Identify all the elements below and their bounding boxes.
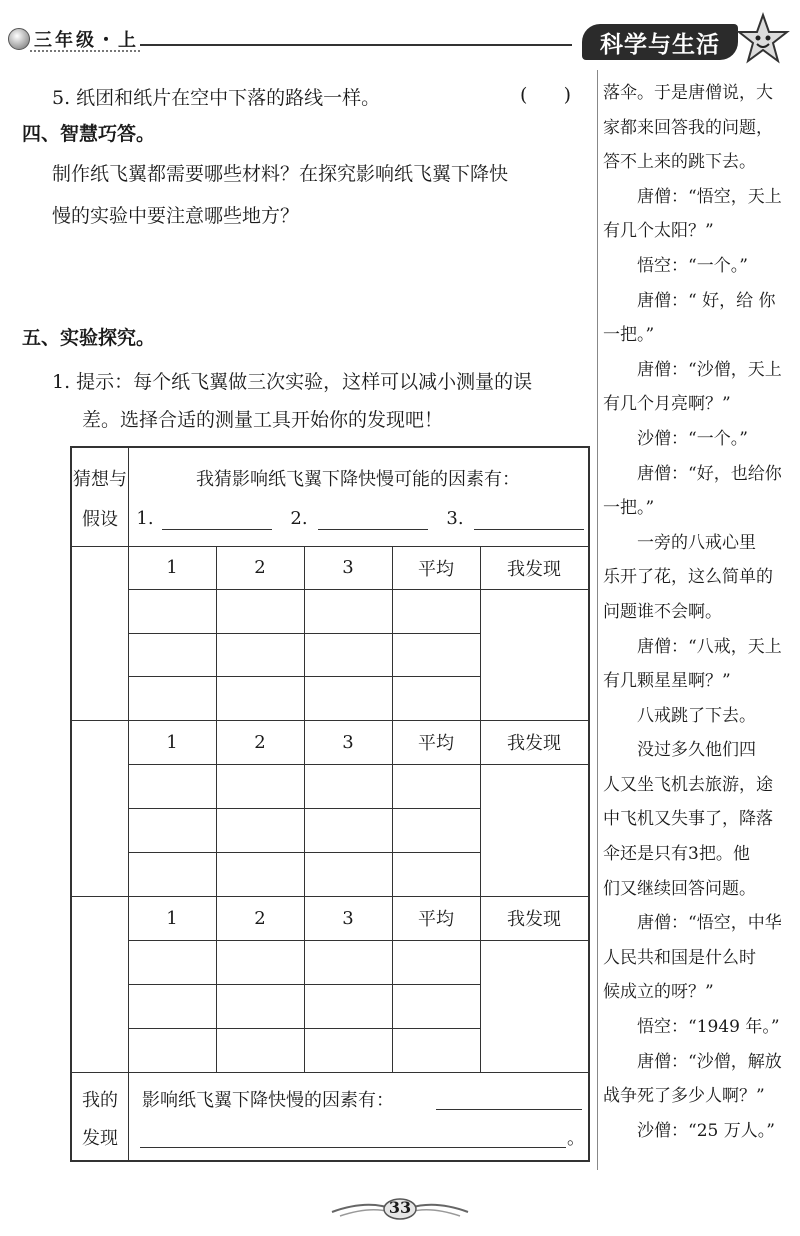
question-5: 5. 纸团和纸片在空中下落的路线一样。 <box>52 87 381 109</box>
story-line: 唐僧：“八戒，天上 <box>637 636 782 657</box>
story-line: 答不上来的跳下去。 <box>603 152 756 173</box>
story-line: 乐开了花，这么简单的 <box>603 567 773 588</box>
hypothesis-label-2: 假设 <box>82 509 118 530</box>
story-line: 唐僧：“悟空，天上 <box>637 186 782 207</box>
g2-col-1: 1 <box>166 731 178 753</box>
g3-col-3: 3 <box>342 907 354 929</box>
story-line: 候成立的呀？” <box>603 982 714 1003</box>
story-line: 唐僧：“ 好，给 你 <box>637 290 776 311</box>
story-line: 唐僧：“好，也给你 <box>637 463 782 484</box>
finding-blank-2[interactable] <box>140 1126 566 1148</box>
g3-col-average: 平均 <box>418 909 454 930</box>
story-line: 战争死了多少人啊？” <box>603 1086 765 1107</box>
hypothesis-num-3: 3. <box>446 507 464 529</box>
story-line: 人又坐飞机去旅游，途 <box>603 774 773 795</box>
story-line: 有几个月亮啊？” <box>603 394 731 415</box>
story-line: 沙僧：“一个。” <box>637 428 748 449</box>
story-line: 一把。” <box>603 498 655 519</box>
header-rule <box>140 44 572 46</box>
side-story <box>603 76 793 1148</box>
story-line: 一旁的八戒心里 <box>637 532 756 553</box>
section-4-line-2: 慢的实验中要注意哪些地方？ <box>52 205 300 227</box>
hypothesis-blank-2[interactable] <box>318 508 428 530</box>
finding-label-1: 我的 <box>82 1090 118 1111</box>
section-5-line-2: 差。选择合适的测量工具开始你的发现吧！ <box>82 409 444 431</box>
section-5-line-1: 1. 提示：每个纸飞翼做三次实验，这样可以减小测量的误 <box>52 371 533 393</box>
g3-col-2: 2 <box>254 907 266 929</box>
answer-parentheses[interactable]: ( ) <box>520 84 572 106</box>
story-line: 家都来回答我的问题， <box>603 117 773 138</box>
finding-end-mark: 。 <box>567 1128 585 1149</box>
story-line: 中飞机又失事了，降落 <box>603 809 773 830</box>
story-line: 人民共和国是什么时 <box>603 947 756 968</box>
story-line: 唐僧：“悟空，中华 <box>637 913 782 934</box>
story-line: 八戒跳了下去。 <box>637 705 756 726</box>
hypothesis-label-1: 猜想与 <box>73 469 127 490</box>
g2-col-finding: 我发现 <box>507 733 561 754</box>
g2-col-average: 平均 <box>418 733 454 754</box>
g3-col-1: 1 <box>166 907 178 929</box>
hypothesis-prompt: 我猜影响纸飞翼下降快慢可能的因素有： <box>196 469 520 490</box>
story-line: 悟空：“1949 年。” <box>637 1017 780 1038</box>
story-line: 问题谁不会啊。 <box>603 601 722 622</box>
hypothesis-num-1: 1. <box>136 507 154 529</box>
grade-label: 三年级・上 <box>34 30 139 51</box>
header-dots <box>30 50 140 52</box>
g1-col-2: 2 <box>254 557 266 578</box>
section-5-title: 五、实验探究。 <box>22 327 156 349</box>
story-line: 悟空：“一个。” <box>637 255 748 276</box>
story-line: 有几颗星星啊？” <box>603 671 731 692</box>
story-line: 落伞。于是唐僧说，大 <box>603 83 773 103</box>
story-line: 们又继续回答问题。 <box>603 878 756 899</box>
experiment-table <box>70 446 590 1162</box>
hypothesis-blank-1[interactable] <box>162 508 272 530</box>
g1-col-finding: 我发现 <box>507 558 561 580</box>
g2-col-3: 3 <box>342 731 354 753</box>
star-mascot-icon <box>735 12 791 68</box>
finding-blank-1[interactable] <box>436 1088 582 1110</box>
g3-col-finding: 我发现 <box>507 909 561 930</box>
story-line: 有几个太阳？” <box>603 221 714 242</box>
story-line: 沙僧：“25 万人。” <box>637 1120 775 1141</box>
finding-label-2: 发现 <box>82 1128 118 1149</box>
story-line: 唐僧：“沙僧，解放 <box>637 1051 782 1072</box>
g2-col-2: 2 <box>254 731 266 753</box>
story-line: 伞还是只有3把。他 <box>603 844 750 865</box>
story-line: 没过多久他们四 <box>637 740 756 761</box>
column-divider <box>597 70 598 1170</box>
finding-prompt: 影响纸飞翼下降快慢的因素有： <box>142 1090 394 1111</box>
story-line: 唐僧：“沙僧，天上 <box>637 359 782 380</box>
g1-col-1: 1 <box>166 557 178 578</box>
page-number: 33 <box>388 1198 412 1217</box>
story-line: 一把。” <box>603 325 655 346</box>
g1-col-average: 平均 <box>418 558 454 580</box>
section-4-line-1: 制作纸飞翼都需要哪些材料？在探究影响纸飞翼下降快 <box>52 163 509 185</box>
hypothesis-num-2: 2. <box>290 507 308 529</box>
ball-icon <box>8 28 30 50</box>
g1-col-3: 3 <box>342 557 354 578</box>
book-title: 科学与生活 <box>582 24 738 60</box>
section-4-title: 四、智慧巧答。 <box>22 123 156 145</box>
hypothesis-blank-3[interactable] <box>474 508 584 530</box>
